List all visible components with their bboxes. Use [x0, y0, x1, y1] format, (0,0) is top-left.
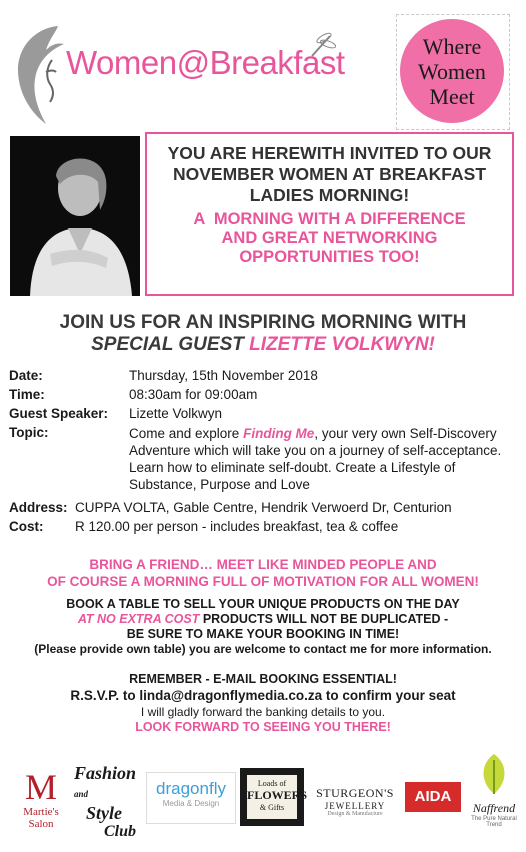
sponsor-fashion-style-club — [74, 763, 140, 840]
time-value: 08:30am for 09:00am — [129, 387, 258, 402]
date-label: Date: — [9, 368, 43, 383]
book-table-line-1: BOOK A TABLE TO SELL YOUR UNIQUE PRODUCTS ON THE DAY — [66, 597, 460, 611]
join-headline: JOIN US FOR AN INSPIRING MORNING WITH — [59, 312, 467, 333]
badge-circle — [400, 19, 504, 123]
cost-label: Cost: — [9, 519, 44, 534]
date-value: Thursday, 15th November 2018 — [129, 368, 318, 383]
invitation-box — [145, 132, 514, 296]
topic-post: , your very own Self-Discovery Adventure which will take you on a journey of self-acceptance. Learn how to eliminate self-doubt. Create a Lifestyle of Substance, Purpose and Love — [129, 426, 502, 492]
where-women-meet-badge — [396, 14, 510, 130]
invite-line-2: NOVEMBER WOMEN AT BREAKFAST — [172, 164, 487, 184]
dragonfly-icon — [308, 30, 338, 60]
speaker-value: Lizette Volkwyn — [129, 406, 223, 421]
invite-heading — [147, 143, 512, 206]
cost-value: R 120.00 per person - includes breakfast, tea & coffee — [75, 519, 399, 534]
invite-subheading — [147, 210, 512, 267]
dragonfly-sub: Media & Design — [162, 799, 220, 808]
sponsor-aida: AIDA — [405, 782, 461, 812]
badge-line-1: Where — [422, 33, 482, 59]
rsvp-line-1: REMEMBER - E-MAIL BOOKING ESSENTIAL! — [129, 672, 397, 686]
sturgeons-sub: JEWELLERY — [324, 801, 386, 811]
bring-friend-line-1: BRING A FRIEND… MEET LIKE MINDED PEOPLE AND — [89, 557, 437, 572]
book-table-line-4: (Please provide own table) you are welcome to contact me for more information. — [34, 642, 492, 656]
marties-logo-letter: M — [24, 767, 57, 807]
badge-line-2: Women — [418, 58, 486, 84]
style-word: Style — [86, 803, 122, 823]
invite-line-1: YOU ARE HEREWITH INVITED TO OUR — [167, 143, 492, 163]
sponsor-sturgeons — [312, 786, 398, 817]
book-table-line-3: BE SURE TO MAKE YOUR BOOKING IN TIME! — [126, 627, 400, 641]
dragonfly-name: dragonfly — [156, 779, 226, 798]
fashion-word: Fashion — [74, 763, 137, 783]
sponsor-dragonfly — [146, 772, 236, 824]
event-logo-title: Women@Breakfast — [66, 44, 345, 81]
marties-name: Martie's Salon — [23, 806, 59, 830]
club-word: Club — [104, 823, 137, 840]
topic-value — [129, 425, 519, 493]
topic-pre: Come and explore — [129, 426, 244, 441]
naffrend-name: Naffrend — [472, 801, 516, 815]
invite-pink-line-1: A MORNING WITH A DIFFERENCE — [193, 210, 466, 228]
topic-label: Topic: — [9, 425, 49, 440]
speaker-label: Guest Speaker: — [9, 406, 109, 421]
fashion-and: and — [74, 789, 89, 799]
sponsor-naffrend — [466, 752, 522, 830]
address-row — [9, 500, 452, 515]
topic-highlight: Finding Me — [243, 426, 315, 441]
special-guest-prefix: SPECIAL GUEST — [91, 334, 250, 355]
sturgeons-tag: Design & Manufacture — [327, 811, 383, 817]
address-label: Address: — [9, 500, 68, 515]
sponsor-loads-of-flowers — [240, 768, 308, 826]
special-guest-headline — [0, 334, 526, 356]
rsvp-line-4: LOOK FORWARD TO SEEING YOU THERE! — [135, 720, 391, 734]
time-label: Time: — [9, 387, 45, 402]
no-extra-cost: AT NO EXTRA COST — [77, 612, 200, 626]
leaf-icon — [474, 752, 514, 796]
naffrend-sub: The Pure Natural Trend — [471, 816, 517, 828]
sponsor-marties-salon — [12, 768, 70, 828]
rsvp-line-2: R.S.V.P. to linda@dragonflymedia.co.za to confirm your seat — [70, 688, 456, 703]
book-table-line-2 — [0, 612, 526, 627]
badge-line-3: Meet — [429, 83, 475, 109]
flowers-mid: FLOWERS — [247, 788, 308, 802]
special-guest-name: LIZETTE VOLKWYN! — [249, 334, 435, 355]
invite-pink-line-3: OPPORTUNITIES TOO! — [239, 248, 420, 266]
sturgeons-name: STURGEON'S — [316, 786, 394, 800]
speaker-photo — [10, 136, 140, 296]
rsvp-line-3: I will gladly forward the banking details to you. — [140, 705, 386, 719]
flowers-bot: & Gifts — [259, 803, 285, 812]
bring-friend-line-2: OF COURSE A MORNING FULL OF MOTIVATION FOR ALL WOMEN! — [47, 574, 479, 589]
address-value: CUPPA VOLTA, Gable Centre, Hendrik Verwoerd Dr, Centurion — [75, 500, 452, 515]
invite-line-3: LADIES MORNING! — [249, 185, 410, 205]
no-duplicate: PRODUCTS WILL NOT BE DUPLICATED - — [199, 612, 449, 626]
invite-pink-line-2: AND GREAT NETWORKING — [221, 229, 438, 247]
flowers-top: Loads of — [257, 779, 287, 788]
